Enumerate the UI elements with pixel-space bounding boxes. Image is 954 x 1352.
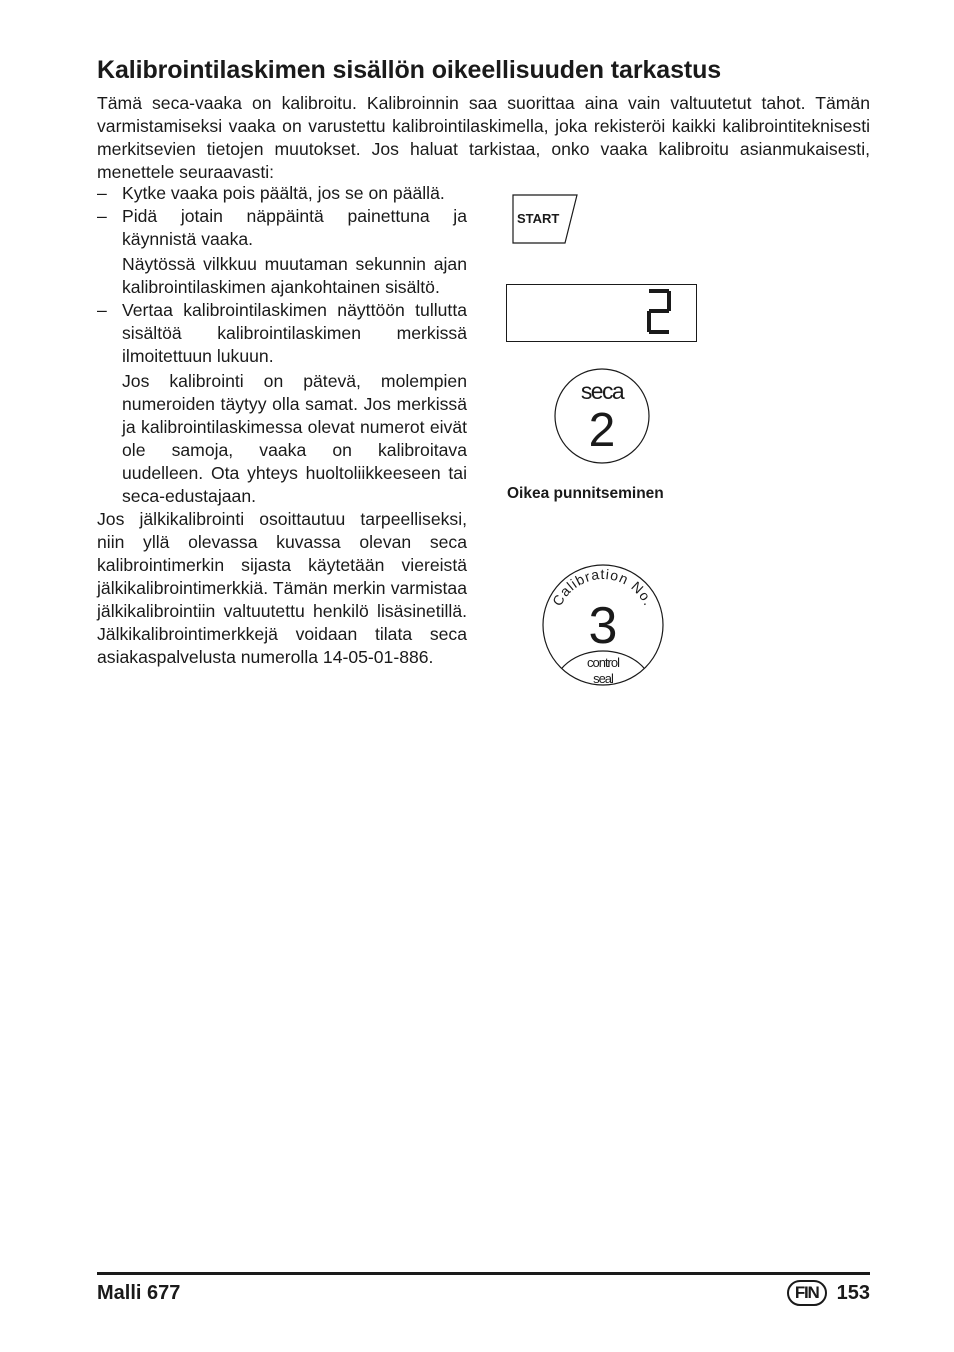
step-dash: – (97, 183, 107, 203)
display-digit-value: 2 (646, 289, 647, 290)
page-title: Kalibrointilaskimen sisällön oikeellisuuden tarkastus (97, 56, 722, 84)
seal-number: 2 (588, 404, 616, 457)
step-text: Pidä jotain näppäintä painettuna ja käynnistä vaaka. (122, 206, 467, 249)
footer-model: Malli 677 (97, 1282, 181, 1304)
recal-seal-number: 3 (588, 597, 618, 655)
intro-paragraph: Tämä seca-vaaka on kalibroitu. Kalibroinnin saa suorittaa aina vain valtuutetut tahot. Tämän varmistamiseksi vaaka on varustettu kalibrointilaskimella, joka rekisteröi kaikki kalibrointiteknisesti merkitsevien tietojen muutokset. Jos haluat tarkistaa, onko vaaka kalibroitu asianmukaisesti, menettele seuraavasti: (97, 93, 870, 182)
seal-brand: seca (580, 378, 624, 404)
step-note: Näytössä vilkkuu muutaman sekunnin ajan kalibrointilaskimen ajankohtainen sisältö. (122, 254, 467, 297)
recalibration-seal (541, 563, 665, 691)
instructions-column (97, 182, 467, 669)
step-text: Vertaa kalibrointilaskimen näyttöön tullutta sisältöä kalibrointilaskimen merkissä ilmoitettuun lukuun. (122, 300, 467, 366)
step-item (97, 205, 467, 251)
start-key-figure (512, 194, 578, 244)
step-text: Kytke vaaka pois päältä, jos se on päällä. (122, 183, 445, 203)
step-dash: – (97, 300, 107, 320)
recalibration-paragraph: Jos jälkikalibrointi osoittautuu tarpeelliseksi, niin yllä olevassa kuvassa olevan seca kalibrointimerkin sijasta käytetään viereistä jälkikalibrointimerkkiä. Tämän merkin varmistaa jälkikalibrointiin valtuutettu henkilö lisäsinetillä. Jälkikalibrointimerkkejä voidaan tilata seca asiakaspalvelusta numerolla 14-05-01-886. (97, 509, 467, 667)
footer-page-info (787, 1280, 870, 1306)
control-seal-text-1: control (586, 655, 620, 670)
step-dash: – (97, 206, 107, 226)
seca-calibration-seal (553, 367, 651, 465)
step-item (97, 182, 467, 205)
control-seal-text-2: seal (593, 671, 613, 686)
page-number: 153 (836, 1281, 870, 1304)
step-item (97, 299, 467, 368)
footer-rule (97, 1272, 870, 1275)
figure-caption: Oikea punnitseminen (507, 485, 664, 502)
scale-display-figure (506, 284, 697, 342)
start-key-label: START (517, 211, 560, 226)
language-badge: FIN (787, 1280, 827, 1306)
recal-arc-text: Calibration No. (548, 565, 658, 609)
step-note: Jos kalibrointi on pätevä, molempien numeroiden täytyy olla samat. Jos merkissä ja kalibrointilaskimessa olevat numerot eivät ole samoja, vaaka on kalibroitava uudelleen. Ota yhteys huoltoliikkeeseen tai seca-edustajaan. (122, 371, 467, 506)
display-digit (646, 289, 672, 335)
